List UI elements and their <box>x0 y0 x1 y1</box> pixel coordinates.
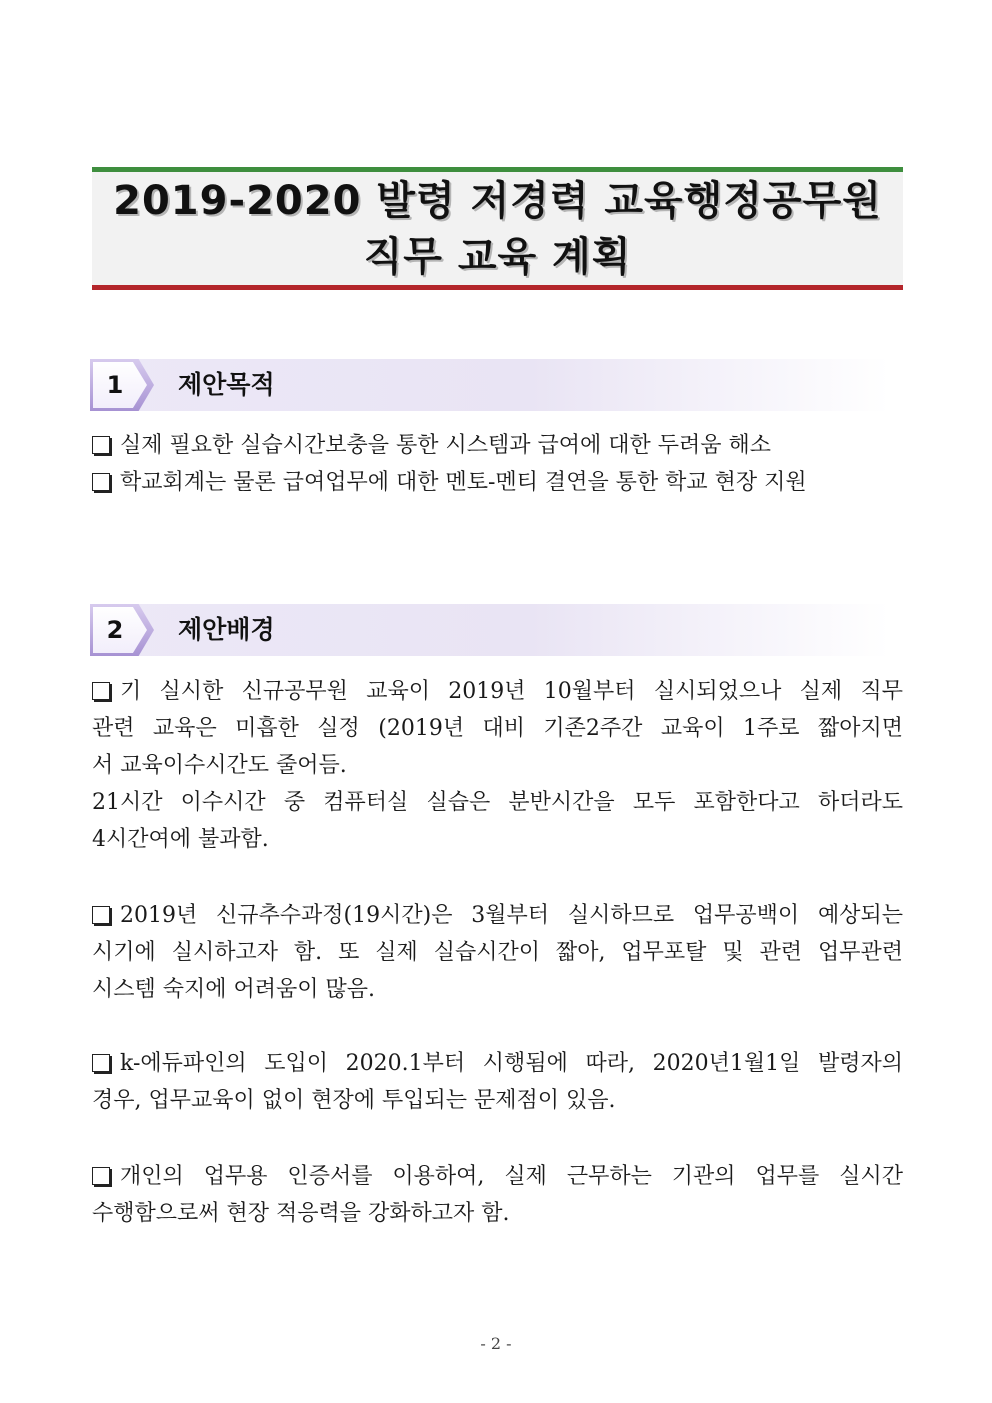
document-title-line-2: 직무 교육 계획 <box>363 233 632 280</box>
paragraph-line: k-에듀파인의 도입이 2020.1부터 시행됨에 따라, 2020년1월1일 발령자의 <box>92 1045 903 1082</box>
section-2-header <box>90 604 890 656</box>
section-2-number: 2 <box>106 616 124 644</box>
paragraph-line: 수행함으로써 현장 적응력을 강화하고자 함. <box>92 1201 510 1226</box>
paragraph-line: 2019년 신규추수과정(19시간)은 3월부터 실시하므로 업무공백이 예상되는 <box>92 897 903 934</box>
section-2-paragraph-1 <box>92 673 903 858</box>
paragraph-line: 21시간 이수시간 중 컴퓨터실 실습은 분반시간을 모두 포함한다고 하더라도 <box>92 790 903 815</box>
section-2-paragraph-2 <box>92 897 903 1008</box>
section-1-header <box>90 359 890 411</box>
paragraph-line: 시기에 실시하고자 함. 또 실제 실습시간이 짧아, 업무포탈 및 관련 업무관련 <box>92 940 903 965</box>
section-1-item-text: 실제 필요한 실습시간보충을 통한 시스템과 급여에 대한 두려움 해소 <box>120 433 772 458</box>
section-1-item <box>92 465 807 501</box>
document-title-line-1: 2019-2020 발령 저경력 교육행정공무원 <box>113 177 882 224</box>
paragraph-line: 개인의 업무용 인증서를 이용하여, 실제 근무하는 기관의 업무를 실시간 <box>92 1158 903 1195</box>
section-1-item-text: 학교회계는 물론 급여업무에 대한 멘토-멘티 결연을 통한 학교 현장 지원 <box>120 470 807 495</box>
paragraph-line: 4시간여에 불과함. <box>92 827 269 852</box>
checkbox-bullet-icon <box>92 1054 110 1072</box>
paragraph-line: 기 실시한 신규공무원 교육이 2019년 10월부터 실시되었으나 실제 직무 <box>92 673 903 710</box>
section-2-paragraph-4 <box>92 1158 903 1232</box>
checkbox-bullet-icon <box>92 436 110 454</box>
paragraph-line: 관련 교육은 미흡한 실정 (2019년 대비 기존2주간 교육이 1주로 짧아지면 <box>92 716 903 741</box>
paragraph-line: 서 교육이수시간도 줄어듬. <box>92 753 347 778</box>
section-2-title: 제안배경 <box>178 615 275 644</box>
section-1-item <box>92 428 771 464</box>
section-2-paragraph-3 <box>92 1045 903 1119</box>
checkbox-bullet-icon <box>92 1167 110 1185</box>
checkbox-bullet-icon <box>92 906 110 924</box>
section-1-title: 제안목적 <box>178 370 275 399</box>
paragraph-line: 경우, 업무교육이 없이 현장에 투입되는 문제점이 있음. <box>92 1088 616 1113</box>
document-title-box <box>92 167 903 290</box>
checkbox-bullet-icon <box>92 682 110 700</box>
page-number: - 2 - <box>480 1334 512 1353</box>
paragraph-line: 시스템 숙지에 어려움이 많음. <box>92 977 375 1002</box>
checkbox-bullet-icon <box>92 473 110 491</box>
section-1-number: 1 <box>106 371 124 399</box>
